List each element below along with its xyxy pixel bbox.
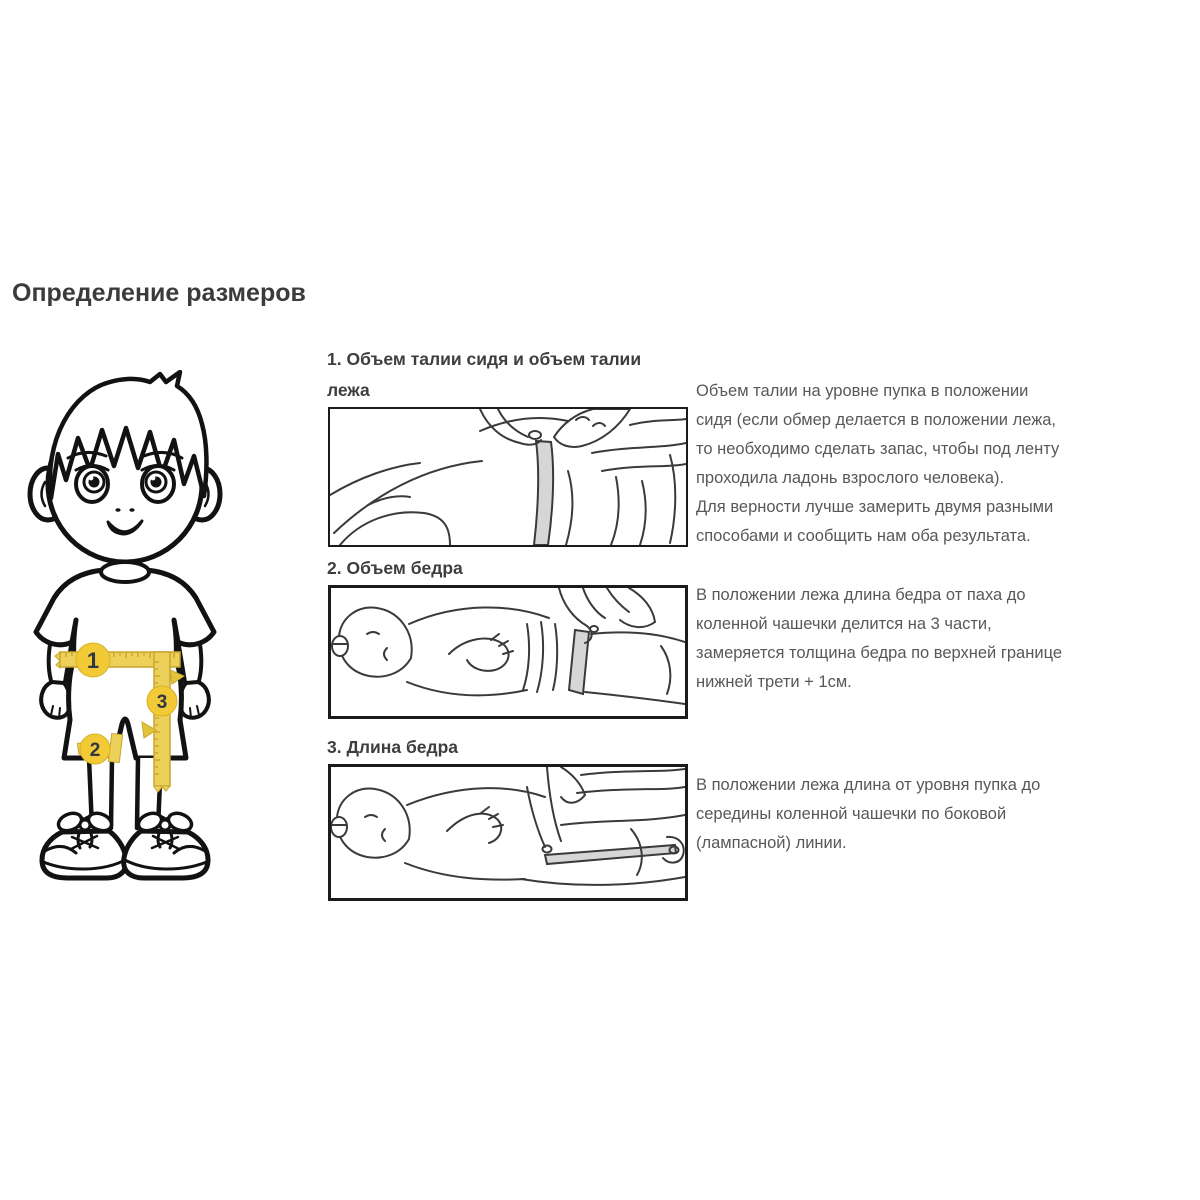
- description-line: замеряется толщина бедра по верхней границе: [696, 644, 1063, 662]
- sneaker-drawing: [41, 810, 127, 878]
- description-line: середины коленной чашечки по боковой: [696, 805, 1007, 823]
- boy-outline: [30, 372, 220, 830]
- badge-number-2: 2: [89, 740, 101, 761]
- badge-number-3: 3: [156, 692, 168, 713]
- description-line: (лампасной) линии.: [696, 834, 847, 852]
- section-2-image: [328, 585, 688, 719]
- description-line: проходила ладонь взрослого человека).: [696, 469, 1005, 487]
- measuring-thigh-length-illustration: [331, 767, 685, 898]
- page-title: Определение размеров: [12, 279, 306, 307]
- badge-number-1: 1: [86, 648, 100, 673]
- description-line: способами и сообщить нам оба результата.: [696, 527, 1031, 545]
- description-line: В положении лежа длина бедра от паха до: [696, 586, 1026, 604]
- description-line: Объем талии на уровне пупка в положении: [696, 382, 1029, 400]
- section-1-heading: 1. Объем талии сидя и объем талии лежа: [327, 349, 642, 400]
- section-3-description: [696, 771, 1040, 858]
- section-3-heading: 3. Длина бедра: [327, 737, 459, 757]
- section-1-description: [696, 377, 1059, 551]
- description-line: нижней трети + 1см.: [696, 673, 852, 691]
- section-1-image: [328, 407, 688, 547]
- description-line: Для верности лучше замерить двумя разными: [696, 498, 1054, 516]
- section-2-description: [696, 581, 1062, 697]
- description-line: В положении лежа длина от уровня пупка до: [696, 776, 1041, 794]
- description-line: то необходимо сделать запас, чтобы под ленту: [696, 440, 1060, 458]
- description-line: сидя (если обмер делается в положении лежа,: [696, 411, 1057, 429]
- measuring-waist-illustration: [330, 409, 686, 545]
- measuring-thigh-girth-illustration: [331, 588, 685, 716]
- section-2-heading: 2. Объем бедра: [327, 558, 463, 578]
- boy-measurement-figure: [14, 370, 236, 884]
- description-line: коленной чашечки делится на 3 части,: [696, 615, 992, 633]
- section-3-image: [328, 764, 688, 901]
